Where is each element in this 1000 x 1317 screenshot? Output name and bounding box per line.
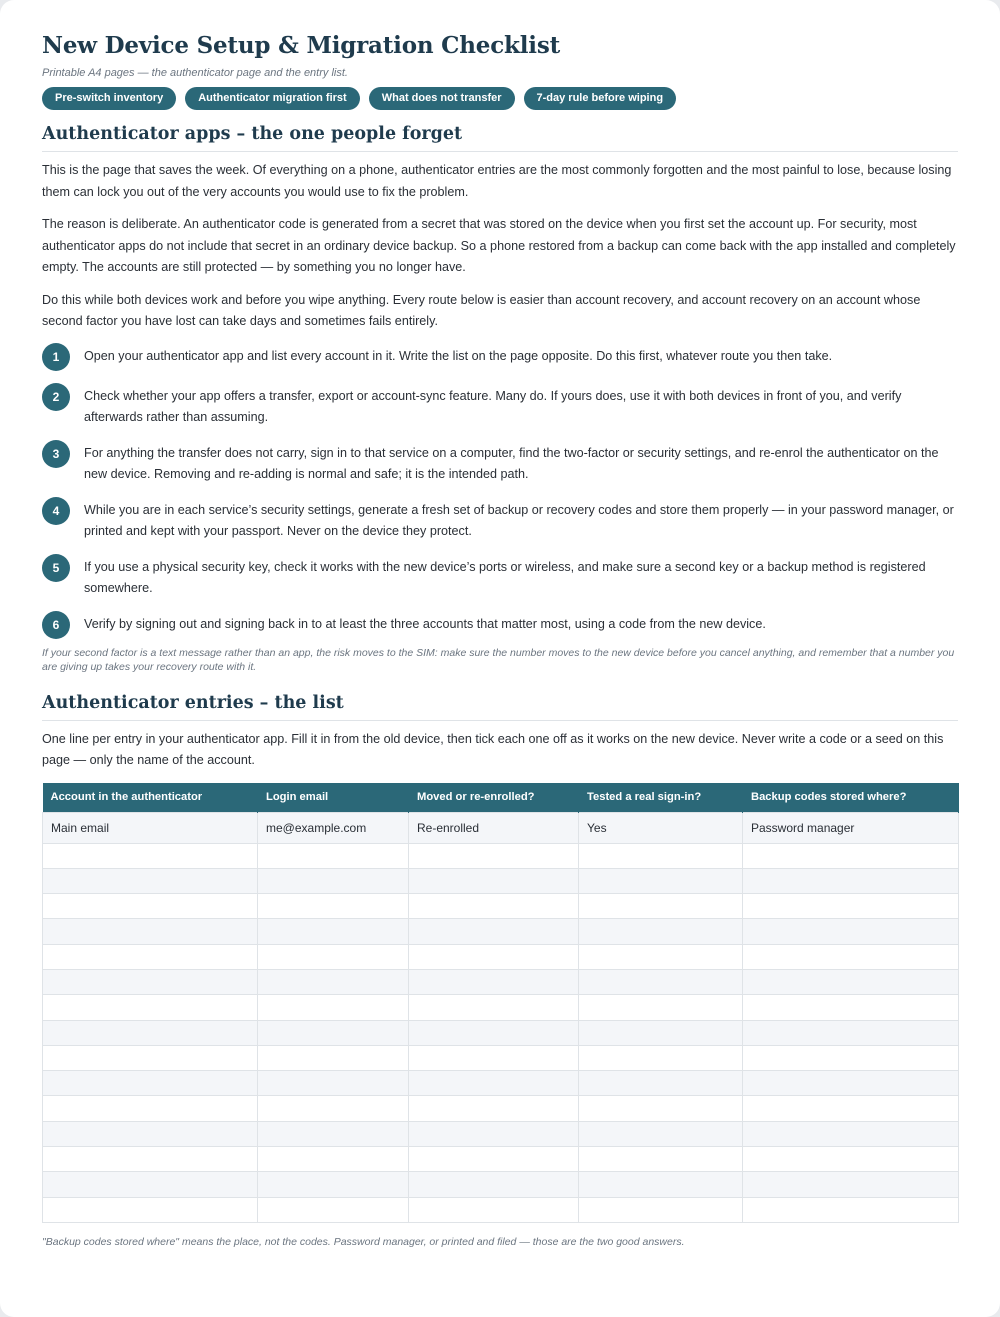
section-heading-authenticator-apps: Authenticator apps – the one people forget	[42, 121, 958, 152]
table-row	[43, 843, 959, 868]
tested-cell[interactable]	[579, 1020, 743, 1045]
backup-codes-cell[interactable]	[743, 894, 959, 919]
account-cell[interactable]	[43, 1020, 258, 1045]
step-text: While you are in each service’s security settings, generate a fresh set of backup or recovery codes and store them properly — in your password manager, or printed and kept with your passport. Never on the device they protect.	[84, 502, 954, 538]
column-header-login-email: Login email	[258, 783, 409, 813]
login-email-cell[interactable]	[258, 1121, 409, 1146]
backup-codes-cell[interactable]	[743, 1045, 959, 1070]
table-row	[43, 919, 959, 944]
step-number-badge: 4	[42, 497, 70, 525]
backup-codes-cell[interactable]	[743, 843, 959, 868]
tag-7-day-rule[interactable]: 7-day rule before wiping	[524, 87, 677, 110]
backup-codes-cell[interactable]	[743, 1096, 959, 1121]
login-email-cell[interactable]	[258, 1147, 409, 1172]
backup-codes-cell[interactable]	[743, 995, 959, 1020]
login-email-cell[interactable]	[258, 843, 409, 868]
step-item	[42, 343, 958, 371]
steps-list	[42, 343, 958, 639]
sms-note: If your second factor is a text message rather than an app, the risk moves to the SIM: make sure the number moves to the new device before you cancel anything, and remember that a number you are giving up takes your recovery route with it.	[42, 646, 955, 673]
account-cell[interactable]	[43, 919, 258, 944]
backup-codes-cell[interactable]	[743, 1147, 959, 1172]
login-email-cell[interactable]	[258, 1197, 409, 1222]
moved-cell[interactable]	[409, 1121, 579, 1146]
backup-codes-cell[interactable]	[743, 1071, 959, 1096]
table-row	[43, 1020, 959, 1045]
table-footnote: "Backup codes stored where" means the place, not the codes. Password manager, or printed and filed — those are the two good answers.	[42, 1235, 685, 1248]
login-email-cell[interactable]	[258, 919, 409, 944]
step-text: If you use a physical security key, check it works with the new device’s ports or wireless, and make sure a second key or a backup method is registered somewhere.	[84, 559, 926, 595]
backup-codes-cell[interactable]	[743, 1172, 959, 1197]
moved-cell[interactable]	[409, 1020, 579, 1045]
backup-codes-cell[interactable]	[743, 969, 959, 994]
table-row	[43, 1096, 959, 1121]
login-email-cell[interactable]	[258, 1172, 409, 1197]
login-email-cell[interactable]	[258, 1020, 409, 1045]
tag-what-does-not-transfer[interactable]: What does not transfer	[369, 87, 515, 110]
step-number-badge: 6	[42, 611, 70, 639]
table-row	[43, 1172, 959, 1197]
table-row	[43, 868, 959, 893]
tested-cell[interactable]	[579, 919, 743, 944]
column-header-account: Account in the authenticator	[43, 783, 258, 813]
login-email-cell[interactable]	[258, 944, 409, 969]
step-item	[42, 497, 958, 542]
backup-codes-cell[interactable]	[743, 1020, 959, 1045]
column-header-moved: Moved or re-enrolled?	[409, 783, 579, 813]
step-item	[42, 554, 958, 599]
moved-cell[interactable]	[409, 944, 579, 969]
backup-codes-cell[interactable]: Password manager	[743, 812, 959, 843]
table-row	[43, 1045, 959, 1070]
login-email-cell[interactable]	[258, 995, 409, 1020]
moved-cell[interactable]	[409, 1096, 579, 1121]
login-email-cell[interactable]	[258, 1045, 409, 1070]
step-text: Verify by signing out and signing back in to at least the three accounts that matter most, using a code from the new device.	[84, 616, 766, 631]
tested-cell[interactable]	[579, 1147, 743, 1172]
step-item	[42, 611, 958, 639]
tested-cell[interactable]	[579, 1121, 743, 1146]
tested-cell[interactable]	[579, 1045, 743, 1070]
table-row	[43, 1147, 959, 1172]
table-row	[43, 1121, 959, 1146]
backup-codes-cell[interactable]	[743, 868, 959, 893]
step-item	[42, 383, 958, 428]
timing-paragraph: Do this while both devices work and before you wipe anything. Every route below is easier than account recovery, and account recovery on an account whose second factor you have lost can take days and sometimes fails entirely.	[42, 292, 921, 328]
backup-codes-cell[interactable]	[743, 1197, 959, 1222]
tested-cell[interactable]	[579, 1172, 743, 1197]
reason-paragraph: The reason is deliberate. An authenticator code is generated from a secret that was stored on the device when you first set the account up. For security, most authenticator apps do not include that secret in an ordinary device backup. So a phone restored from a backup can come back with the app installed and completely empty. The accounts are still protected — by something you no longer have.	[42, 217, 956, 274]
step-text: Open your authenticator app and list every account in it. Write the list on the page opposite. Do this first, whatever route you then take.	[84, 348, 833, 363]
tested-cell[interactable]	[579, 969, 743, 994]
moved-cell[interactable]	[409, 843, 579, 868]
step-text: For anything the transfer does not carry, sign in to that service on a computer, find the two-factor or security settings, and re-enrol the authenticator on the new device. Removing and re-adding is normal and safe; it is the intended path.	[84, 445, 939, 481]
moved-cell[interactable]	[409, 1147, 579, 1172]
backup-codes-cell[interactable]	[743, 1121, 959, 1146]
list-intro: One line per entry in your authenticator app. Fill it in from the old device, then tick each one off as it works on the new device. Never write a code or a seed on this page — only the name of the account.	[42, 731, 944, 767]
tag-pre-switch-inventory[interactable]: Pre-switch inventory	[42, 87, 176, 110]
step-number-badge: 5	[42, 554, 70, 582]
page-title: New Device Setup & Migration Checklist	[42, 32, 561, 59]
account-cell[interactable]	[43, 1197, 258, 1222]
tested-cell[interactable]	[579, 944, 743, 969]
table-row	[43, 969, 959, 994]
login-email-cell[interactable]	[258, 1096, 409, 1121]
account-cell[interactable]	[43, 894, 258, 919]
moved-cell[interactable]	[409, 1197, 579, 1222]
page-subtitle: Printable A4 pages — the authenticator page and the entry list.	[42, 67, 348, 79]
account-cell[interactable]	[43, 1071, 258, 1096]
tag-authenticator-migration[interactable]: Authenticator migration first	[185, 87, 360, 110]
moved-cell[interactable]	[409, 969, 579, 994]
moved-cell[interactable]	[409, 1172, 579, 1197]
table-row	[43, 1197, 959, 1222]
tested-cell[interactable]	[579, 868, 743, 893]
tested-cell[interactable]	[579, 894, 743, 919]
account-cell[interactable]: Main email	[43, 812, 258, 843]
moved-cell[interactable]	[409, 868, 579, 893]
section-heading-entries-list: Authenticator entries – the list	[42, 690, 958, 721]
login-email-cell[interactable]	[258, 1071, 409, 1096]
moved-cell[interactable]	[409, 995, 579, 1020]
tested-cell[interactable]	[579, 843, 743, 868]
account-cell[interactable]	[43, 1121, 258, 1146]
tested-cell[interactable]	[579, 1197, 743, 1222]
login-email-cell[interactable]	[258, 969, 409, 994]
account-cell[interactable]	[43, 1045, 258, 1070]
account-cell[interactable]	[43, 969, 258, 994]
tested-cell[interactable]	[579, 1096, 743, 1121]
table-row	[43, 1071, 959, 1096]
step-number-badge: 2	[42, 383, 70, 411]
tested-cell[interactable]: Yes	[579, 812, 743, 843]
account-cell[interactable]	[43, 843, 258, 868]
moved-cell[interactable]: Re-enrolled	[409, 812, 579, 843]
table-row	[43, 995, 959, 1020]
account-cell[interactable]	[43, 1096, 258, 1121]
account-cell[interactable]	[43, 995, 258, 1020]
account-cell[interactable]	[43, 1172, 258, 1197]
step-number-badge: 1	[42, 343, 70, 371]
backup-codes-cell[interactable]	[743, 919, 959, 944]
login-email-cell[interactable]	[258, 868, 409, 893]
login-email-cell[interactable]: me@example.com	[258, 812, 409, 843]
table-row	[43, 944, 959, 969]
account-cell[interactable]	[43, 944, 258, 969]
column-header-tested: Tested a real sign-in?	[579, 783, 743, 813]
column-header-backup-codes: Backup codes stored where?	[743, 783, 959, 813]
entries-table	[42, 783, 959, 1223]
moved-cell[interactable]	[409, 1045, 579, 1070]
table-row	[43, 812, 959, 843]
backup-codes-cell[interactable]	[743, 944, 959, 969]
step-item	[42, 440, 958, 485]
table-header-row	[43, 783, 959, 813]
account-cell[interactable]	[43, 1147, 258, 1172]
tested-cell[interactable]	[579, 995, 743, 1020]
step-number-badge: 3	[42, 440, 70, 468]
intro-paragraph: This is the page that saves the week. Of everything on a phone, authenticator entries are the most commonly forgotten and the most painful to lose, because losing them can lock you out of the very accounts you would use to fix the problem.	[42, 163, 952, 199]
moved-cell[interactable]	[409, 894, 579, 919]
table-row	[43, 894, 959, 919]
step-text: Check whether your app offers a transfer, export or account-sync feature. Many do. If yours does, use it with both devices in front of you, and verify afterwards rather than assuming.	[84, 388, 902, 424]
login-email-cell[interactable]	[258, 894, 409, 919]
table-body	[43, 812, 959, 1222]
tag-row	[42, 87, 958, 110]
tested-cell[interactable]	[579, 1071, 743, 1096]
account-cell[interactable]	[43, 868, 258, 893]
moved-cell[interactable]	[409, 1071, 579, 1096]
moved-cell[interactable]	[409, 919, 579, 944]
